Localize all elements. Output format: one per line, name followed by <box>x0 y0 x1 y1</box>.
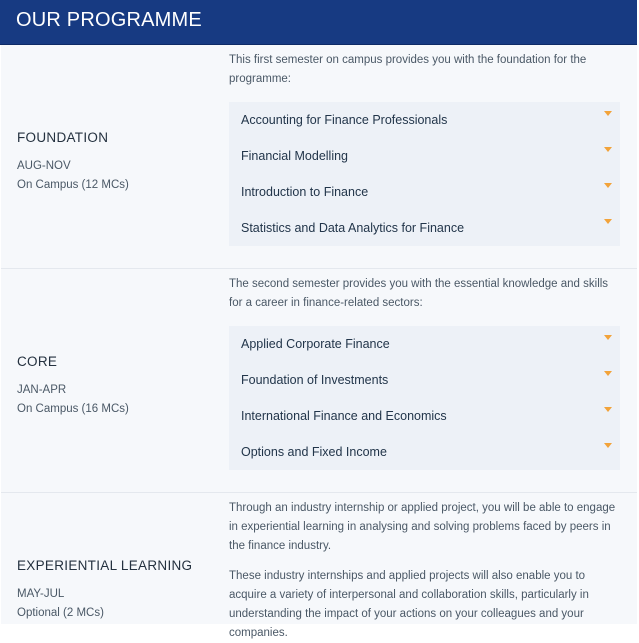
module-accordion-item[interactable] <box>229 362 620 398</box>
module-label: International Finance and Economics <box>241 409 447 423</box>
programme-header <box>0 0 637 45</box>
caret-down-icon <box>604 111 612 116</box>
section-experiential-learning <box>1 493 637 639</box>
phase-title: CORE <box>17 354 58 369</box>
module-accordion-item[interactable] <box>229 210 620 246</box>
module-label: Applied Corporate Finance <box>241 337 390 351</box>
phase-title: EXPERIENTIAL LEARNING <box>17 558 193 573</box>
phase-period: MAY-JUL <box>17 588 65 600</box>
phase-period: AUG-NOV <box>17 160 71 172</box>
module-label: Introduction to Finance <box>241 185 369 199</box>
section-description: Through an industry internship or applied project, you will be able to engage in experiential learning in analysing and solving problems faced by peers in the finance industry. <box>229 502 616 552</box>
section-description: The second semester provides you with the essential knowledge and skills for a career in finance-related sectors: <box>229 278 609 309</box>
caret-down-icon <box>604 371 612 376</box>
phase-info <box>17 354 129 419</box>
module-label: Foundation of Investments <box>241 373 389 387</box>
module-accordion-item[interactable] <box>229 434 620 470</box>
caret-down-icon <box>604 183 612 188</box>
module-list <box>229 326 620 470</box>
phase-title: FOUNDATION <box>17 130 109 145</box>
caret-down-icon <box>604 443 612 448</box>
phase-info <box>17 130 129 195</box>
phase-mode: On Campus (12 MCs) <box>17 179 129 191</box>
module-accordion-item[interactable] <box>229 102 620 138</box>
page-title: OUR PROGRAMME <box>16 9 202 31</box>
caret-down-icon <box>604 407 612 412</box>
module-list <box>229 102 620 246</box>
module-accordion-item[interactable] <box>229 138 620 174</box>
module-label: Accounting for Finance Professionals <box>241 113 448 127</box>
section-description-secondary: These industry internships and applied projects will also enable you to acquire a variety of interpersonal and collaboration skills, particularly in understanding the impact of your actions on your colleagues and your companies. <box>229 570 589 639</box>
section-core <box>1 269 637 492</box>
module-label: Financial Modelling <box>241 149 349 163</box>
phase-info <box>17 558 192 623</box>
module-accordion-item[interactable] <box>229 326 620 362</box>
caret-down-icon <box>604 335 612 340</box>
module-label: Statistics and Data Analytics for Finance <box>241 221 465 235</box>
phase-mode: On Campus (16 MCs) <box>17 403 129 415</box>
section-description: This first semester on campus provides you with the foundation for the programme: <box>229 54 587 85</box>
module-label: Options and Fixed Income <box>241 445 387 459</box>
module-accordion-item[interactable] <box>229 174 620 210</box>
phase-mode: Optional (2 MCs) <box>17 607 104 619</box>
section-foundation <box>1 45 637 268</box>
caret-down-icon <box>604 219 612 224</box>
module-accordion-item[interactable] <box>229 398 620 434</box>
phase-period: JAN-APR <box>17 384 67 396</box>
caret-down-icon <box>604 147 612 152</box>
